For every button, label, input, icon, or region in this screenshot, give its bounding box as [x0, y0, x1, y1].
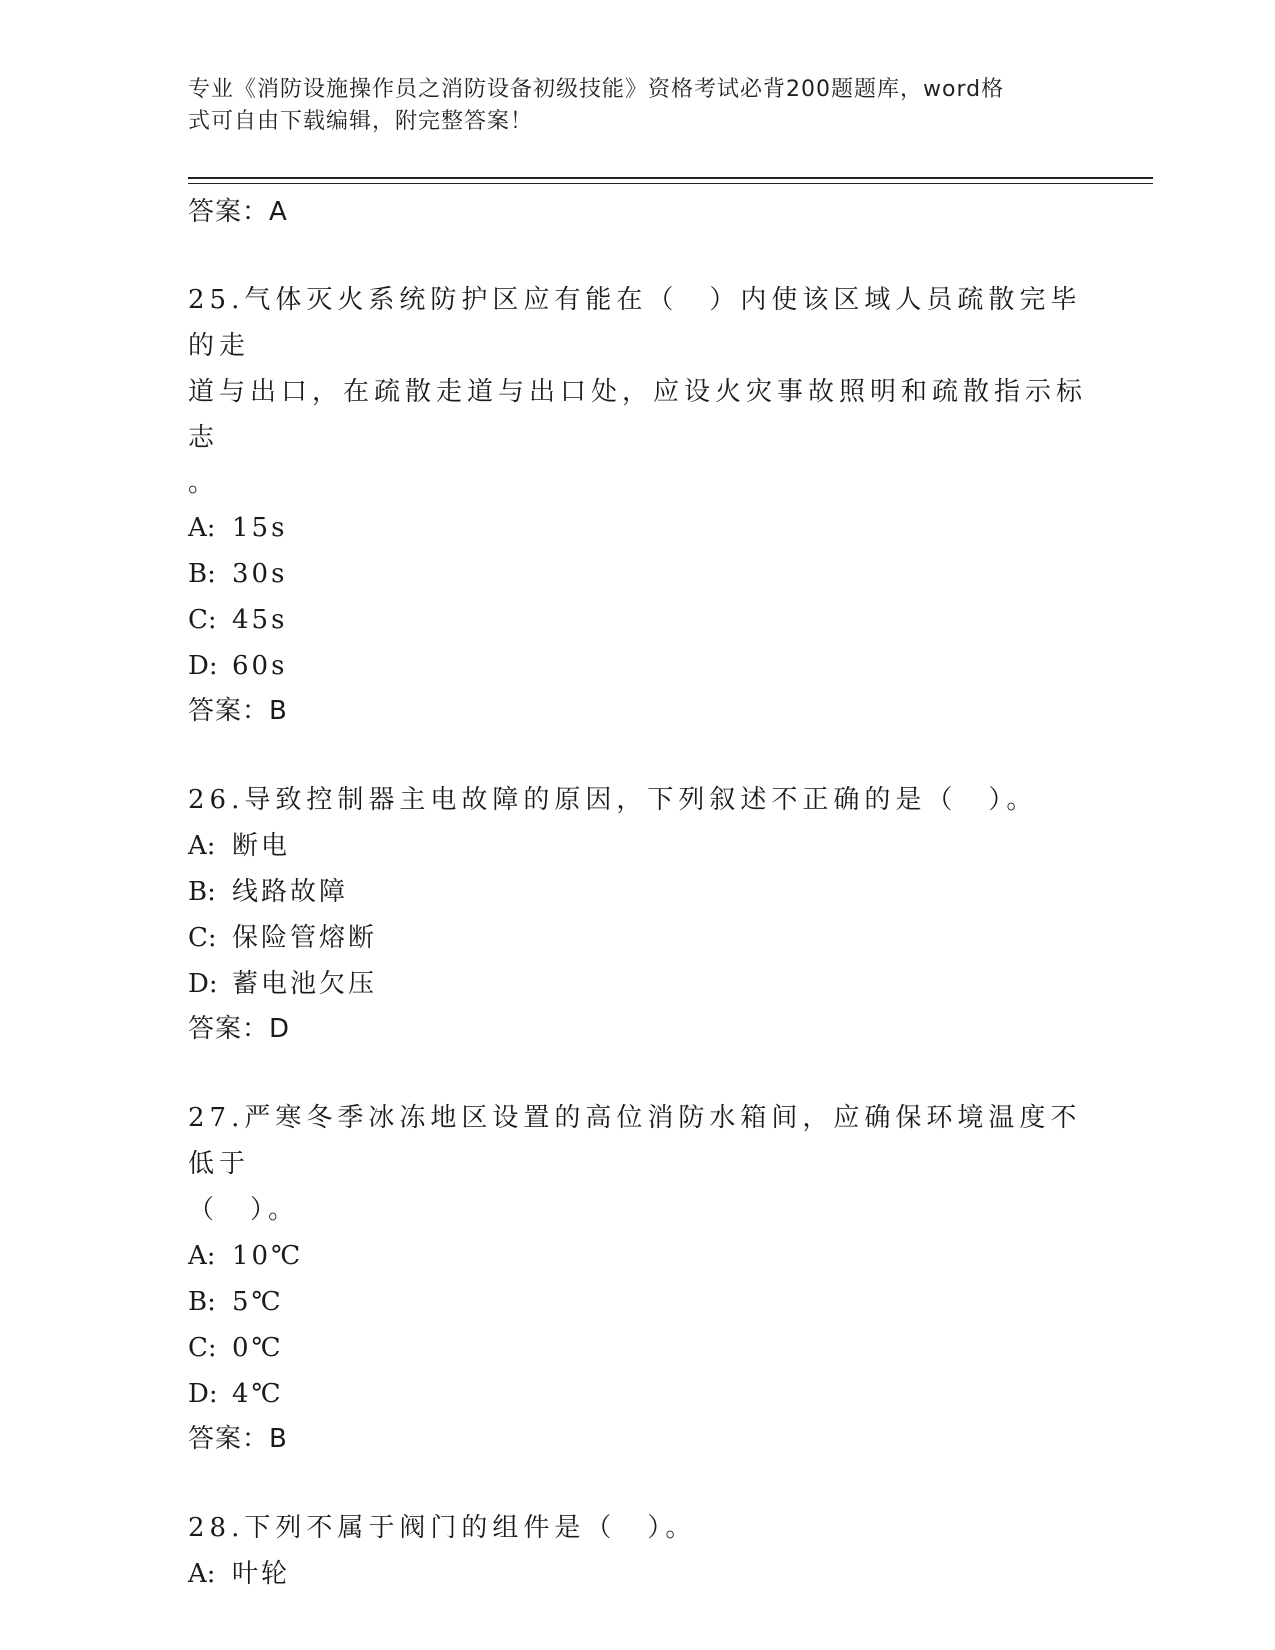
option-key: D: — [188, 1379, 218, 1409]
option-text: 叶轮 — [232, 1559, 291, 1589]
option-key: A: — [188, 831, 216, 861]
option-key: C: — [188, 923, 217, 953]
header-divider — [188, 177, 1153, 184]
question-stem — [188, 777, 1088, 823]
option-key: A: — [188, 513, 216, 543]
option-d — [188, 1371, 1088, 1417]
previous-answer: 答案：A — [188, 197, 288, 227]
option-key: A: — [188, 1241, 216, 1271]
option-key: B: — [188, 877, 216, 907]
stem-line: （ ）。 — [188, 1195, 300, 1225]
question-27 — [188, 1095, 1088, 1461]
stem-line: 28.下列不属于阀门的组件是（ ）。 — [188, 1513, 697, 1543]
stem-line: 26.导致控制器主电故障的原因，下列叙述不正确的是（ ）。 — [188, 785, 1038, 815]
option-d — [188, 643, 1088, 689]
answer-line: 答案：D — [188, 1014, 291, 1044]
stem-line: 25.气体灭火系统防护区应有能在（ ）内使该区域人员疏散完毕的走 — [188, 285, 1082, 361]
question-28 — [188, 1505, 1088, 1597]
option-text: 10℃ — [232, 1241, 304, 1271]
option-text: 15s — [232, 513, 288, 543]
option-a — [188, 1233, 1088, 1279]
option-text: 保险管熔断 — [232, 923, 378, 953]
question-list — [188, 190, 1088, 1597]
answer-line: 答案：B — [188, 696, 288, 726]
option-a — [188, 1551, 1088, 1597]
option-key: A: — [188, 1559, 216, 1589]
option-text: 蓄电池欠压 — [232, 969, 378, 999]
stem-line: 道与出口，在疏散走道与出口处，应设火灾事故照明和疏散指示标志 — [188, 377, 1088, 453]
option-c — [188, 1325, 1088, 1371]
question-stem — [188, 277, 1088, 461]
document-header — [188, 74, 1068, 138]
option-text: 线路故障 — [232, 877, 349, 907]
option-c — [188, 915, 1088, 961]
stem-line: 27.严寒冬季冰冻地区设置的高位消防水箱间，应确保环境温度不低于 — [188, 1103, 1082, 1179]
option-key: C: — [188, 605, 217, 635]
option-b — [188, 869, 1088, 915]
option-key: D: — [188, 969, 218, 999]
option-text: 45s — [232, 605, 288, 635]
option-text: 4℃ — [232, 1379, 284, 1409]
question-stem — [188, 1505, 1088, 1551]
option-d — [188, 961, 1088, 1007]
option-key: B: — [188, 559, 216, 589]
option-text: 断电 — [232, 831, 291, 861]
header-line-1: 专业《消防设施操作员之消防设备初级技能》资格考试必背200题题库，word格 — [188, 77, 1005, 102]
option-b — [188, 551, 1088, 597]
stem-line: 。 — [188, 468, 220, 498]
option-text: 60s — [232, 651, 288, 681]
option-b — [188, 1279, 1088, 1325]
option-text: 0℃ — [232, 1333, 284, 1363]
header-line-2: 式可自由下载编辑，附完整答案！ — [188, 109, 534, 134]
answer-line: 答案：B — [188, 1424, 288, 1454]
question-26 — [188, 777, 1088, 1051]
option-a — [188, 823, 1088, 869]
option-text: 30s — [232, 559, 288, 589]
option-c — [188, 597, 1088, 643]
option-key: C: — [188, 1333, 217, 1363]
option-a — [188, 505, 1088, 551]
option-text: 5℃ — [232, 1287, 284, 1317]
option-key: B: — [188, 1287, 216, 1317]
question-25 — [188, 277, 1088, 733]
option-key: D: — [188, 651, 218, 681]
question-stem — [188, 1095, 1088, 1233]
